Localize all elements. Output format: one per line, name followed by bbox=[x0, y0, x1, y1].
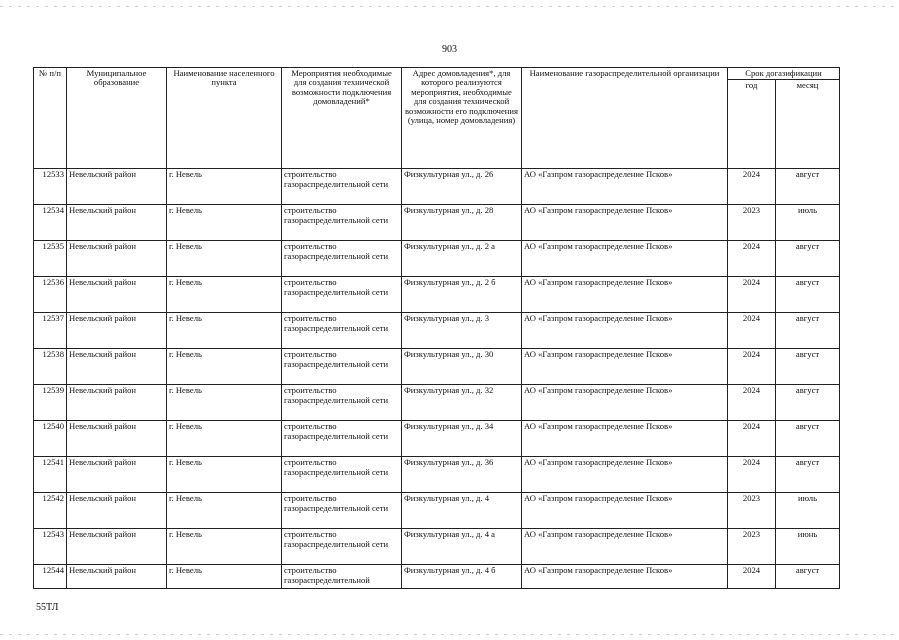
cell-address: Физкультурная ул., д. 30 bbox=[402, 349, 522, 385]
cell-municipality: Невельский район bbox=[67, 205, 167, 241]
cell-municipality: Невельский район bbox=[67, 241, 167, 277]
cell-settlement: г. Невель bbox=[167, 385, 282, 421]
cell-municipality: Невельский район bbox=[67, 493, 167, 529]
cell-year: 2024 bbox=[728, 169, 776, 205]
cell-address: Физкультурная ул., д. 36 bbox=[402, 457, 522, 493]
cell-num: 12535 bbox=[34, 241, 67, 277]
header-month: месяц bbox=[776, 80, 840, 169]
cell-year: 2024 bbox=[728, 565, 776, 589]
cell-month: август bbox=[776, 241, 840, 277]
cell-address: Физкультурная ул., д. 4 б bbox=[402, 565, 522, 589]
cell-organization: АО «Газпром газораспределение Псков» bbox=[522, 313, 728, 349]
cell-municipality: Невельский район bbox=[67, 421, 167, 457]
cell-year: 2024 bbox=[728, 457, 776, 493]
cell-month: август bbox=[776, 349, 840, 385]
cell-month: август bbox=[776, 277, 840, 313]
table-row bbox=[34, 313, 840, 349]
header-address: Адрес домовладения*, для которого реализуются мероприятия, необходимые для создания технической возможности его подключения (улица, номер домовладения) bbox=[402, 68, 522, 169]
cell-settlement: г. Невель bbox=[167, 457, 282, 493]
cell-settlement: г. Невель bbox=[167, 565, 282, 589]
table-row bbox=[34, 565, 840, 589]
header-year: год bbox=[728, 80, 776, 169]
cell-year: 2023 bbox=[728, 529, 776, 565]
cell-municipality: Невельский район bbox=[67, 169, 167, 205]
cell-measure: строительство газораспределительной сети bbox=[282, 457, 402, 493]
cell-measure: строительство газораспределительной сети bbox=[282, 313, 402, 349]
table-row bbox=[34, 529, 840, 565]
cell-address: Физкультурная ул., д. 32 bbox=[402, 385, 522, 421]
cell-municipality: Невельский район bbox=[67, 565, 167, 589]
cell-month: август bbox=[776, 565, 840, 589]
table-row bbox=[34, 421, 840, 457]
table-row bbox=[34, 349, 840, 385]
header-num: № п/п bbox=[34, 68, 67, 169]
cell-month: июль bbox=[776, 493, 840, 529]
cell-organization: АО «Газпром газораспределение Псков» bbox=[522, 385, 728, 421]
cell-address: Физкультурная ул., д. 26 bbox=[402, 169, 522, 205]
cell-measure: строительство газораспределительной сети bbox=[282, 205, 402, 241]
cell-num: 12534 bbox=[34, 205, 67, 241]
cell-settlement: г. Невель bbox=[167, 529, 282, 565]
cell-organization: АО «Газпром газораспределение Псков» bbox=[522, 169, 728, 205]
scan-artifact-top bbox=[0, 6, 899, 7]
cell-settlement: г. Невель bbox=[167, 493, 282, 529]
cell-num: 12538 bbox=[34, 349, 67, 385]
cell-address: Физкультурная ул., д. 28 bbox=[402, 205, 522, 241]
cell-municipality: Невельский район bbox=[67, 385, 167, 421]
header-municipality: Муниципальное образование bbox=[67, 68, 167, 169]
cell-settlement: г. Невель bbox=[167, 241, 282, 277]
cell-month: июнь bbox=[776, 529, 840, 565]
cell-organization: АО «Газпром газораспределение Псков» bbox=[522, 277, 728, 313]
cell-month: июль bbox=[776, 205, 840, 241]
cell-year: 2024 bbox=[728, 313, 776, 349]
cell-num: 12543 bbox=[34, 529, 67, 565]
header-deadline: Срок догазификации bbox=[728, 68, 840, 80]
cell-organization: АО «Газпром газораспределение Псков» bbox=[522, 493, 728, 529]
cell-organization: АО «Газпром газораспределение Псков» bbox=[522, 349, 728, 385]
cell-address: Физкультурная ул., д. 34 bbox=[402, 421, 522, 457]
cell-settlement: г. Невель bbox=[167, 169, 282, 205]
cell-municipality: Невельский район bbox=[67, 529, 167, 565]
table-row bbox=[34, 277, 840, 313]
cell-address: Физкультурная ул., д. 2 б bbox=[402, 277, 522, 313]
cell-year: 2024 bbox=[728, 241, 776, 277]
cell-year: 2023 bbox=[728, 493, 776, 529]
cell-measure: строительство газораспределительной сети bbox=[282, 349, 402, 385]
table-body bbox=[34, 169, 840, 589]
cell-settlement: г. Невель bbox=[167, 349, 282, 385]
cell-num: 12540 bbox=[34, 421, 67, 457]
cell-num: 12537 bbox=[34, 313, 67, 349]
scan-artifact-bottom bbox=[0, 634, 899, 635]
cell-month: август bbox=[776, 421, 840, 457]
cell-measure: строительство газораспределительной сети bbox=[282, 169, 402, 205]
cell-municipality: Невельский район bbox=[67, 277, 167, 313]
cell-measure: строительство газораспределительной сети bbox=[282, 277, 402, 313]
cell-num: 12533 bbox=[34, 169, 67, 205]
header-measures: Мероприятия необходимые для создания технической возможности подключения домовладений* bbox=[282, 68, 402, 169]
cell-municipality: Невельский район bbox=[67, 313, 167, 349]
cell-organization: АО «Газпром газораспределение Псков» bbox=[522, 457, 728, 493]
cell-measure: строительство газораспределительной сети bbox=[282, 493, 402, 529]
cell-organization: АО «Газпром газораспределение Псков» bbox=[522, 565, 728, 589]
footer-code: 55ТЛ bbox=[36, 602, 59, 613]
cell-organization: АО «Газпром газораспределение Псков» bbox=[522, 241, 728, 277]
table-row bbox=[34, 169, 840, 205]
cell-num: 12536 bbox=[34, 277, 67, 313]
table-row bbox=[34, 241, 840, 277]
cell-measure: строительство газораспределительной сети bbox=[282, 385, 402, 421]
table-row bbox=[34, 493, 840, 529]
cell-settlement: г. Невель bbox=[167, 277, 282, 313]
table-row bbox=[34, 457, 840, 493]
cell-organization: АО «Газпром газораспределение Псков» bbox=[522, 529, 728, 565]
cell-municipality: Невельский район bbox=[67, 457, 167, 493]
cell-organization: АО «Газпром газораспределение Псков» bbox=[522, 421, 728, 457]
cell-year: 2024 bbox=[728, 277, 776, 313]
cell-settlement: г. Невель bbox=[167, 313, 282, 349]
cell-settlement: г. Невель bbox=[167, 421, 282, 457]
cell-year: 2024 bbox=[728, 349, 776, 385]
cell-year: 2024 bbox=[728, 385, 776, 421]
cell-month: август bbox=[776, 457, 840, 493]
cell-measure: строительство газораспределительной сети bbox=[282, 241, 402, 277]
cell-address: Физкультурная ул., д. 4 bbox=[402, 493, 522, 529]
cell-month: август bbox=[776, 313, 840, 349]
cell-address: Физкультурная ул., д. 2 а bbox=[402, 241, 522, 277]
cell-year: 2024 bbox=[728, 421, 776, 457]
cell-num: 12541 bbox=[34, 457, 67, 493]
cell-year: 2023 bbox=[728, 205, 776, 241]
cell-address: Физкультурная ул., д. 3 bbox=[402, 313, 522, 349]
cell-month: август bbox=[776, 385, 840, 421]
cell-measure: строительство газораспределительной сети bbox=[282, 529, 402, 565]
table-row bbox=[34, 205, 840, 241]
cell-num: 12544 bbox=[34, 565, 67, 589]
cell-settlement: г. Невель bbox=[167, 205, 282, 241]
page-number: 903 bbox=[442, 44, 457, 55]
cell-num: 12539 bbox=[34, 385, 67, 421]
cell-municipality: Невельский район bbox=[67, 349, 167, 385]
gasification-table bbox=[33, 67, 840, 589]
cell-organization: АО «Газпром газораспределение Псков» bbox=[522, 205, 728, 241]
table-row bbox=[34, 385, 840, 421]
cell-num: 12542 bbox=[34, 493, 67, 529]
cell-month: август bbox=[776, 169, 840, 205]
header-settlement: Наименование населенного пункта bbox=[167, 68, 282, 169]
cell-measure: строительство газораспределительной bbox=[282, 565, 402, 589]
header-organization: Наименование газораспределительной организации bbox=[522, 68, 728, 169]
cell-address: Физкультурная ул., д. 4 а bbox=[402, 529, 522, 565]
cell-measure: строительство газораспределительной сети bbox=[282, 421, 402, 457]
